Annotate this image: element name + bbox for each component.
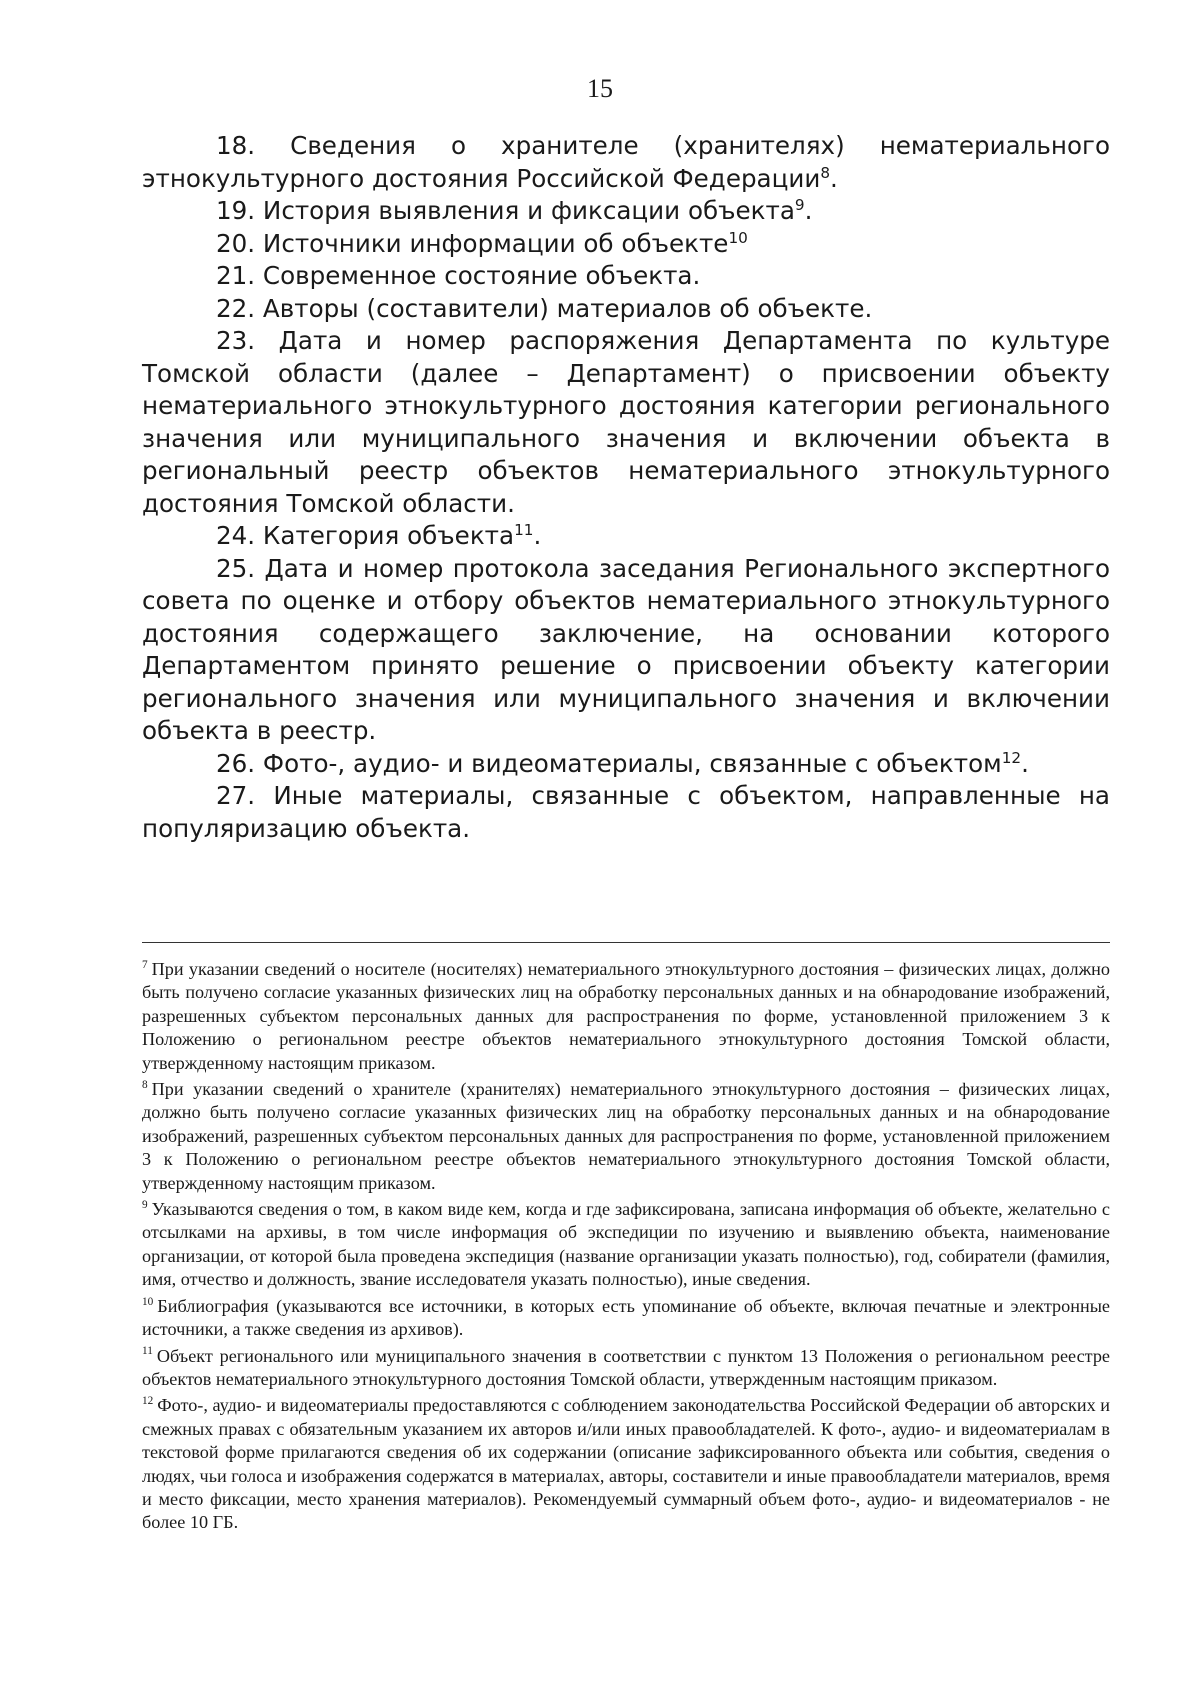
footnote-ref[interactable]: 10 [728,228,748,247]
footnote-11: $^{11}$ Объект регионального или муниципального значения в соответствии с пунктом 13 Положения о региональном реестре объектов нематериального этнокультурного достояния Томской области, утвержденным настоящим приказом. [142,1345,1110,1389]
list-item: 22. Авторы (составители) материалов об объекте. [216,293,873,323]
footnote-ref[interactable]: 8 [820,163,831,182]
numbered-items-list [142,130,1110,845]
footnote-ref[interactable]: 12 [1001,748,1022,767]
list-item: 21. Современное состояние объекта. [216,261,701,290]
list-item: 18. Сведения о хранителе (хранителях) нематериального этнокультурного достояния Российской Федерации$^8$. [142,131,1110,193]
list-item: 23. Дата и номер распоряжения Департамента по культуре Томской области (далее – Департамент) о присвоении объекту нематериального этнокультурного достояния категории регионального значения или муниципального значения и включении объекта в региональный реестр объектов нематериального этнокультурного достояния Томской области. [142,326,1110,518]
footnote-12: $^{12}$ Фото-, аудио- и видеоматериалы предоставляются с соблюдением законодательства Российской Федерации об авторских и смежных правах с обязательным указанием их авторов и/или иных правообладателей. К фото-, аудио- и видеоматериалам в текстовой форме прилагаются сведения об их содержании (описание зафиксированного объекта или события, сведения о людях, чьи голоса и изображения содержатся в материалах, авторы, составители и иные правообладатели материалов, время и место фиксации, место хранения материалов). Рекомендуемый суммарный объем фото-, аудио- и видеоматериалов - не более 10 ГБ. [142,1395,1110,1533]
list-item: 24. Категория объекта$^{11}$. [216,520,542,550]
footnote-9: $^9$ Указываются сведения о том, в каком виде кем, когда и где зафиксирована, записана информация об объекте, желательно с отсылками на архивы, в том числе информация об экспедиции по изучению и выявлению объекта, наименование организации, от которой была проведена экспедиция (название организации указать полностью), год, собиратели (фамилия, имя, отчество и должность, звание исследователя указать полностью), иные сведения. [142,1199,1110,1290]
footnote-ref[interactable]: 9 [794,195,805,214]
footnotes-section [142,958,1110,1538]
page-number: 15 [587,74,613,103]
footnote-7: $^7$ При указании сведений о носителе (носителях) нематериального этнокультурного достояния – физических лицах, должно быть получено согласие указанных физических лиц на обработку персональных данных и на обнародование изображений, разрешенных субъектом персональных данных для распространения по форме, установленной приложением 3 к Положению о региональном реестре объектов нематериального этнокультурного достояния Томской области, утвержденному настоящим приказом. [142,958,1110,1073]
list-item: 26. Фото-, аудио- и видеоматериалы, связанные с объектом$^{12}$. [216,748,1029,778]
list-item: 25. Дата и номер протокола заседания Регионального экспертного совета по оценке и отбору объектов нематериального этнокультурного достояния содержащего заключение, на основании которого Департаментом принято решение о присвоении объекту категории регионального значения или муниципального значения и включении объекта в реестр. [142,553,1110,745]
list-item: 19. История выявления и фиксации объекта$^9$. [216,195,813,225]
footnote-ref[interactable]: 11 [514,520,534,539]
footnote-separator [142,942,1110,943]
list-item: 27. Иные материалы, связанные с объектом, направленные на популяризацию объекта. [142,781,1110,843]
footnote-10: $^{10}$ Библиография (указываются все источники, в которых есть упоминание об объекте, включая печатные и электронные источники, а также сведения из архивов). [142,1295,1110,1340]
footnote-8: $^8$ При указании сведений о хранителе (хранителях) нематериального этнокультурного достояния – физических лицах, должно быть получено согласие указанных физических лиц на обработку персональных данных и на обнародование изображений, разрешенных субъектом персональных данных для распространения по форме, установленной приложением 3 к Положению о региональном реестре объектов нематериального этнокультурного достояния Томской области, утвержденному настоящим приказом. [142,1078,1110,1193]
list-item: 20. Источники информации об объекте$^{10}$ [216,228,748,258]
